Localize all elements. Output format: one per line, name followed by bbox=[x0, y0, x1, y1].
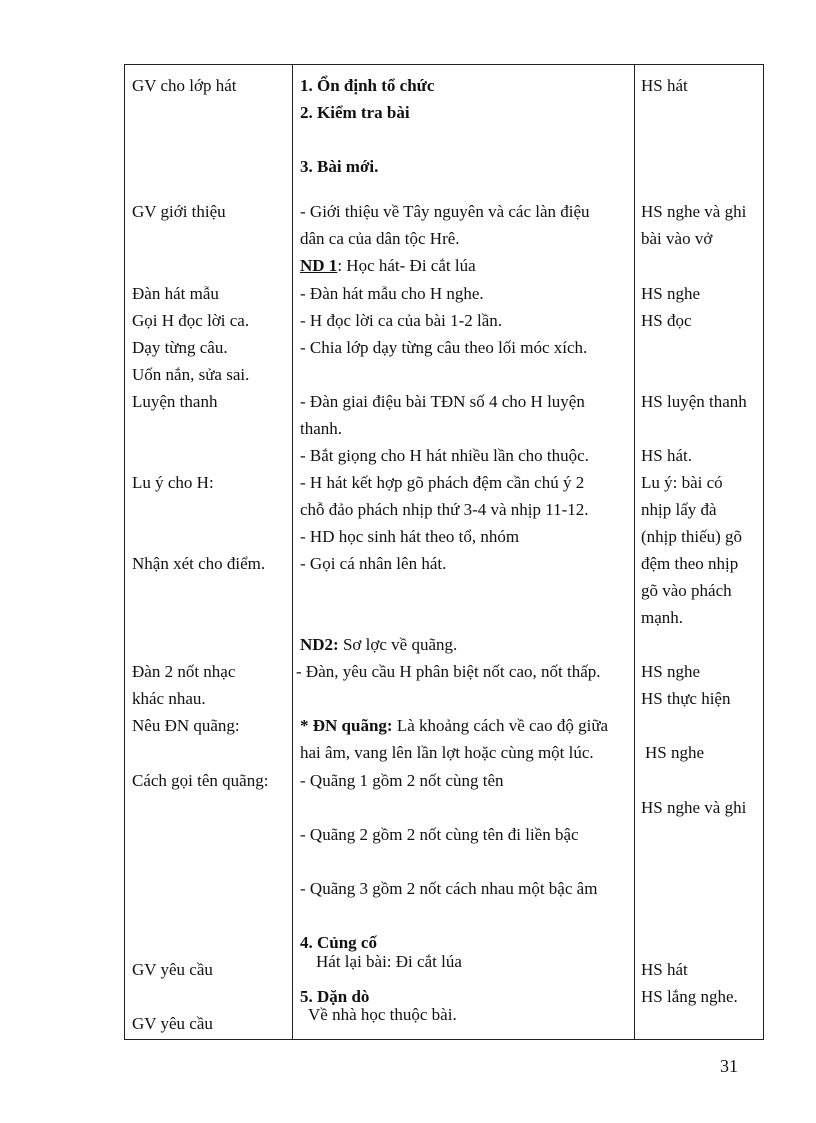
step-clap-1: - H hát kết hợp gõ phách đệm cần chú ý 2 bbox=[300, 473, 585, 492]
col1-different: khác nhau. bbox=[132, 689, 206, 708]
intro-line-1: - Giới thiệu về Tây nguyên và các làn điệu bbox=[300, 202, 590, 221]
heading-homework: 5. Dặn dò bbox=[300, 987, 370, 1006]
step-teach-chain: - Chia lớp dạy từng câu theo lối móc xích. bbox=[300, 338, 588, 357]
column-divider-1 bbox=[292, 65, 293, 1039]
intro-line-2: dân ca của dân tộc Hrê. bbox=[300, 229, 460, 248]
col3-listen-2: HS nghe bbox=[641, 662, 701, 681]
col1-play-two-notes: Đàn 2 nốt nhạc bbox=[132, 662, 236, 681]
nd1-label: ND 1 bbox=[300, 256, 338, 275]
col3-sing-2: HS hát. bbox=[641, 446, 692, 465]
nd1-text: : Học hát- Đi cắt lúa bbox=[337, 256, 476, 275]
step-warmup-1: - Đàn giai điệu bài TĐN số 4 cho H luyện bbox=[300, 392, 585, 411]
col3-note-2: nhịp lấy đà bbox=[641, 500, 717, 519]
col3-write-notebook: bài vào vở bbox=[641, 229, 713, 248]
step-warmup-2: thanh. bbox=[300, 419, 343, 438]
col1-class-sing: GV cho lớp hát bbox=[132, 76, 237, 95]
heading-organize: 1. Ổn định tổ chức bbox=[300, 76, 435, 95]
nd2-text: Sơ lợc về quãng. bbox=[338, 635, 458, 654]
heading-new-lesson: 3. Bài mới. bbox=[300, 157, 379, 176]
column-divider-2 bbox=[634, 65, 635, 1039]
step-individual-sing: - Gọi cá nhân lên hát. bbox=[300, 554, 447, 573]
page-number: 31 bbox=[720, 1056, 738, 1076]
col1-interval-naming: Cách gọi tên quãng: bbox=[132, 771, 269, 790]
col3-listen-note: HS nghe và ghi bbox=[641, 202, 747, 221]
col1-request-1: GV yêu cầu bbox=[132, 960, 213, 979]
col3-perform: HS thực hiện bbox=[641, 689, 731, 708]
homework-text: Về nhà học thuộc bài. bbox=[308, 1005, 457, 1024]
step-start-pitch: - Bắt giọng cho H hát nhiều lần cho thuộc. bbox=[300, 446, 589, 465]
col3-note-3: (nhịp thiếu) gõ bbox=[641, 527, 743, 546]
heading-check-lesson: 2. Kiểm tra bài bbox=[300, 103, 410, 122]
col1-vocal-warmup: Luyện thanh bbox=[132, 392, 218, 411]
col1-request-2: GV yêu cầu bbox=[132, 1014, 213, 1033]
col3-note-6: mạnh. bbox=[641, 608, 684, 627]
consolidate-text: Hát lại bài: Đi cắt lúa bbox=[316, 952, 462, 971]
col3-listen-note-2: HS nghe và ghi bbox=[641, 798, 747, 817]
col1-introduce: GV giới thiệu bbox=[132, 202, 226, 221]
col3-listen-3: HS nghe bbox=[645, 743, 705, 762]
col3-note-4: đệm theo nhịp bbox=[641, 554, 739, 573]
step-group-sing: - HD học sinh hát theo tổ, nhóm bbox=[300, 527, 520, 546]
col3-note-5: gõ vào phách bbox=[641, 581, 732, 600]
col3-warmup: HS luyện thanh bbox=[641, 392, 747, 411]
step-distinguish-notes: - Đàn, yêu cầu H phân biệt nốt cao, nốt thấp. bbox=[296, 662, 601, 681]
col3-note-1: Lu ý: bài có bbox=[641, 473, 723, 492]
step-clap-2: chỗ đảo phách nhịp thứ 3-4 và nhịp 11-12. bbox=[300, 500, 589, 519]
heading-consolidate: 4. Củng cố bbox=[300, 933, 377, 952]
step-play-sample: - Đàn hát mẫu cho H nghe. bbox=[300, 284, 484, 303]
col1-interval-definition: Nêu ĐN quãng: bbox=[132, 716, 240, 735]
col1-grade: Nhận xét cho điểm. bbox=[132, 554, 266, 573]
definition-text: Là khoảng cách về cao độ giữa bbox=[392, 716, 609, 735]
interval-3: - Quãng 3 gồm 2 nốt cách nhau một bậc âm bbox=[300, 879, 598, 898]
col3-listen: HS nghe bbox=[641, 284, 701, 303]
definition-label: * ĐN quãng: bbox=[300, 716, 393, 735]
col1-read-lyrics: Gọi H đọc lời ca. bbox=[132, 311, 250, 330]
col1-note-for-students: Lu ý cho H: bbox=[132, 473, 214, 492]
nd2-label: ND2: bbox=[300, 635, 339, 654]
col3-sing-3: HS hát bbox=[641, 960, 688, 979]
interval-1: - Quãng 1 gồm 2 nốt cùng tên bbox=[300, 771, 504, 790]
col1-play-sing-sample: Đàn hát mẫu bbox=[132, 284, 219, 303]
definition-line-1 bbox=[300, 716, 608, 736]
interval-2: - Quãng 2 gồm 2 nốt cùng tên đi liền bậc bbox=[300, 825, 579, 844]
nd1-heading bbox=[300, 256, 476, 276]
step-read-lyrics: - H đọc lời ca của bài 1-2 lần. bbox=[300, 311, 503, 330]
col1-correct: Uốn nắn, sửa sai. bbox=[132, 365, 250, 384]
col3-listen-attentively: HS lắng nghe. bbox=[641, 987, 738, 1006]
nd2-heading bbox=[300, 635, 457, 655]
definition-line-2: hai âm, vang lên lần lợt hoặc cùng một lúc. bbox=[300, 743, 594, 762]
col1-teach-sentence: Dạy từng câu. bbox=[132, 338, 228, 357]
col3-sing: HS hát bbox=[641, 76, 688, 95]
col3-read: HS đọc bbox=[641, 311, 692, 330]
